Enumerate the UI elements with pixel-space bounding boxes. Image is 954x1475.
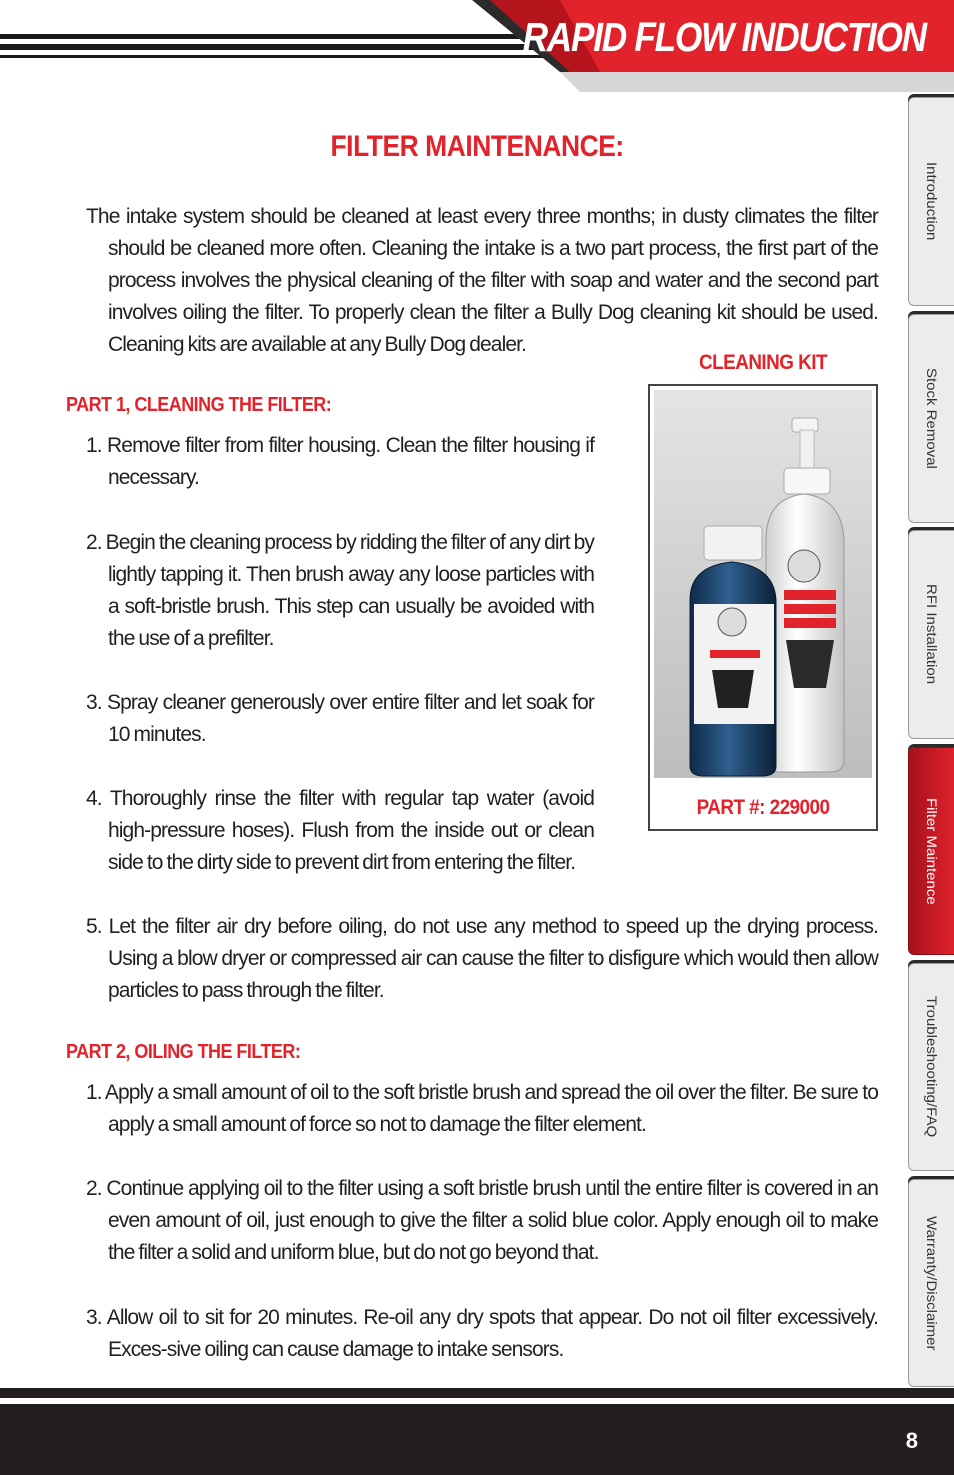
part2-heading: PART 2, OILING THE FILTER: <box>66 1041 301 1063</box>
part2-step-3: 3. Allow oil to sit for 20 minutes. Re-oil any dry spots that appear. Do not oil filter excessively. Exces-sive oiling can cause damage to intake sensors. <box>86 1306 878 1361</box>
tab-troubleshooting-faq[interactable] <box>908 963 954 1171</box>
part1-heading: PART 1, CLEANING THE FILTER: <box>66 394 332 416</box>
tab-label: Filter Maintence <box>923 797 940 905</box>
part2-step-1: 1. Apply a small amount of oil to the soft bristle brush and spread the oil over the filter. Be sure to apply a small amount of force so not to damage the filter element. <box>86 1081 878 1136</box>
tab-label: Introduction <box>923 162 940 241</box>
cleaning-kit-title: CLEANING KIT <box>699 351 827 374</box>
cleaning-kit-photo <box>654 390 872 778</box>
footer-bar <box>0 1386 954 1475</box>
tab-label: Stock Removal <box>923 368 940 469</box>
tab-stock-removal[interactable] <box>908 314 954 523</box>
tab-label: Troubleshooting/FAQ <box>923 996 940 1138</box>
page-number: 8 <box>905 1428 918 1453</box>
tab-filter-maintence[interactable] <box>908 747 954 955</box>
part1-step-3: 3. Spray cleaner generously over entire filter and let soak for 10 minutes. <box>86 691 594 746</box>
tab-warranty-disclaimer[interactable] <box>908 1179 954 1387</box>
tab-label: Warranty/Disclaimer <box>923 1215 940 1351</box>
part2-step-2: 2. Continue applying oil to the filter using a soft bristle brush until the entire filter is covered in an even amount of oil, just enough to give the filter a solid blue color. Apply enough oil to make the filter a solid and uniform blue, but do not go beyond that. <box>86 1177 878 1264</box>
document-title: RAPID FLOW INDUCTION <box>522 14 926 60</box>
part1-step-4: 4. Thoroughly rinse the filter with regular tap water (avoid high-pressure hoses). Flush from the inside out or clean side to the dirty side to prevent dirt from entering the filter. <box>86 787 594 874</box>
section-title: FILTER MAINTENANCE: <box>330 130 624 163</box>
part1-step-5: 5. Let the filter air dry before oiling, do not use any method to speed up the drying process. Using a blow dryer or compressed air can cause the filter to disfigure which would then allow particles to pass through the filter. <box>86 915 878 1002</box>
part-number: PART #: 229000 <box>696 796 830 819</box>
tab-label: RFI Installation <box>923 584 940 685</box>
cleaning-kit-box <box>648 384 878 831</box>
part1-step-2: 2. Begin the cleaning process by ridding the filter of any dirt by lightly tapping it. Then brush away any loose particles with a soft-bristle brush. This step can usually be avoided with the use of a prefilter. <box>86 531 594 650</box>
cleaning-kit-illustration <box>654 390 872 778</box>
intro-paragraph: The intake system should be cleaned at least every three months; in dusty climates the filter should be cleaned more often. Cleaning the intake is a two part process, the first part of the process involves the physical cleaning of the filter with soap and water and the second part involves oiling the filter. To properly clean the filter a Bully Dog cleaning kit should be used. Cleaning kits are available at any Bully Dog dealer. <box>86 205 878 356</box>
tab-introduction[interactable] <box>908 97 954 306</box>
tab-rfi-installation[interactable] <box>908 530 954 739</box>
part1-step-1: 1. Remove filter from filter housing. Clean the filter housing if necessary. <box>86 434 594 489</box>
